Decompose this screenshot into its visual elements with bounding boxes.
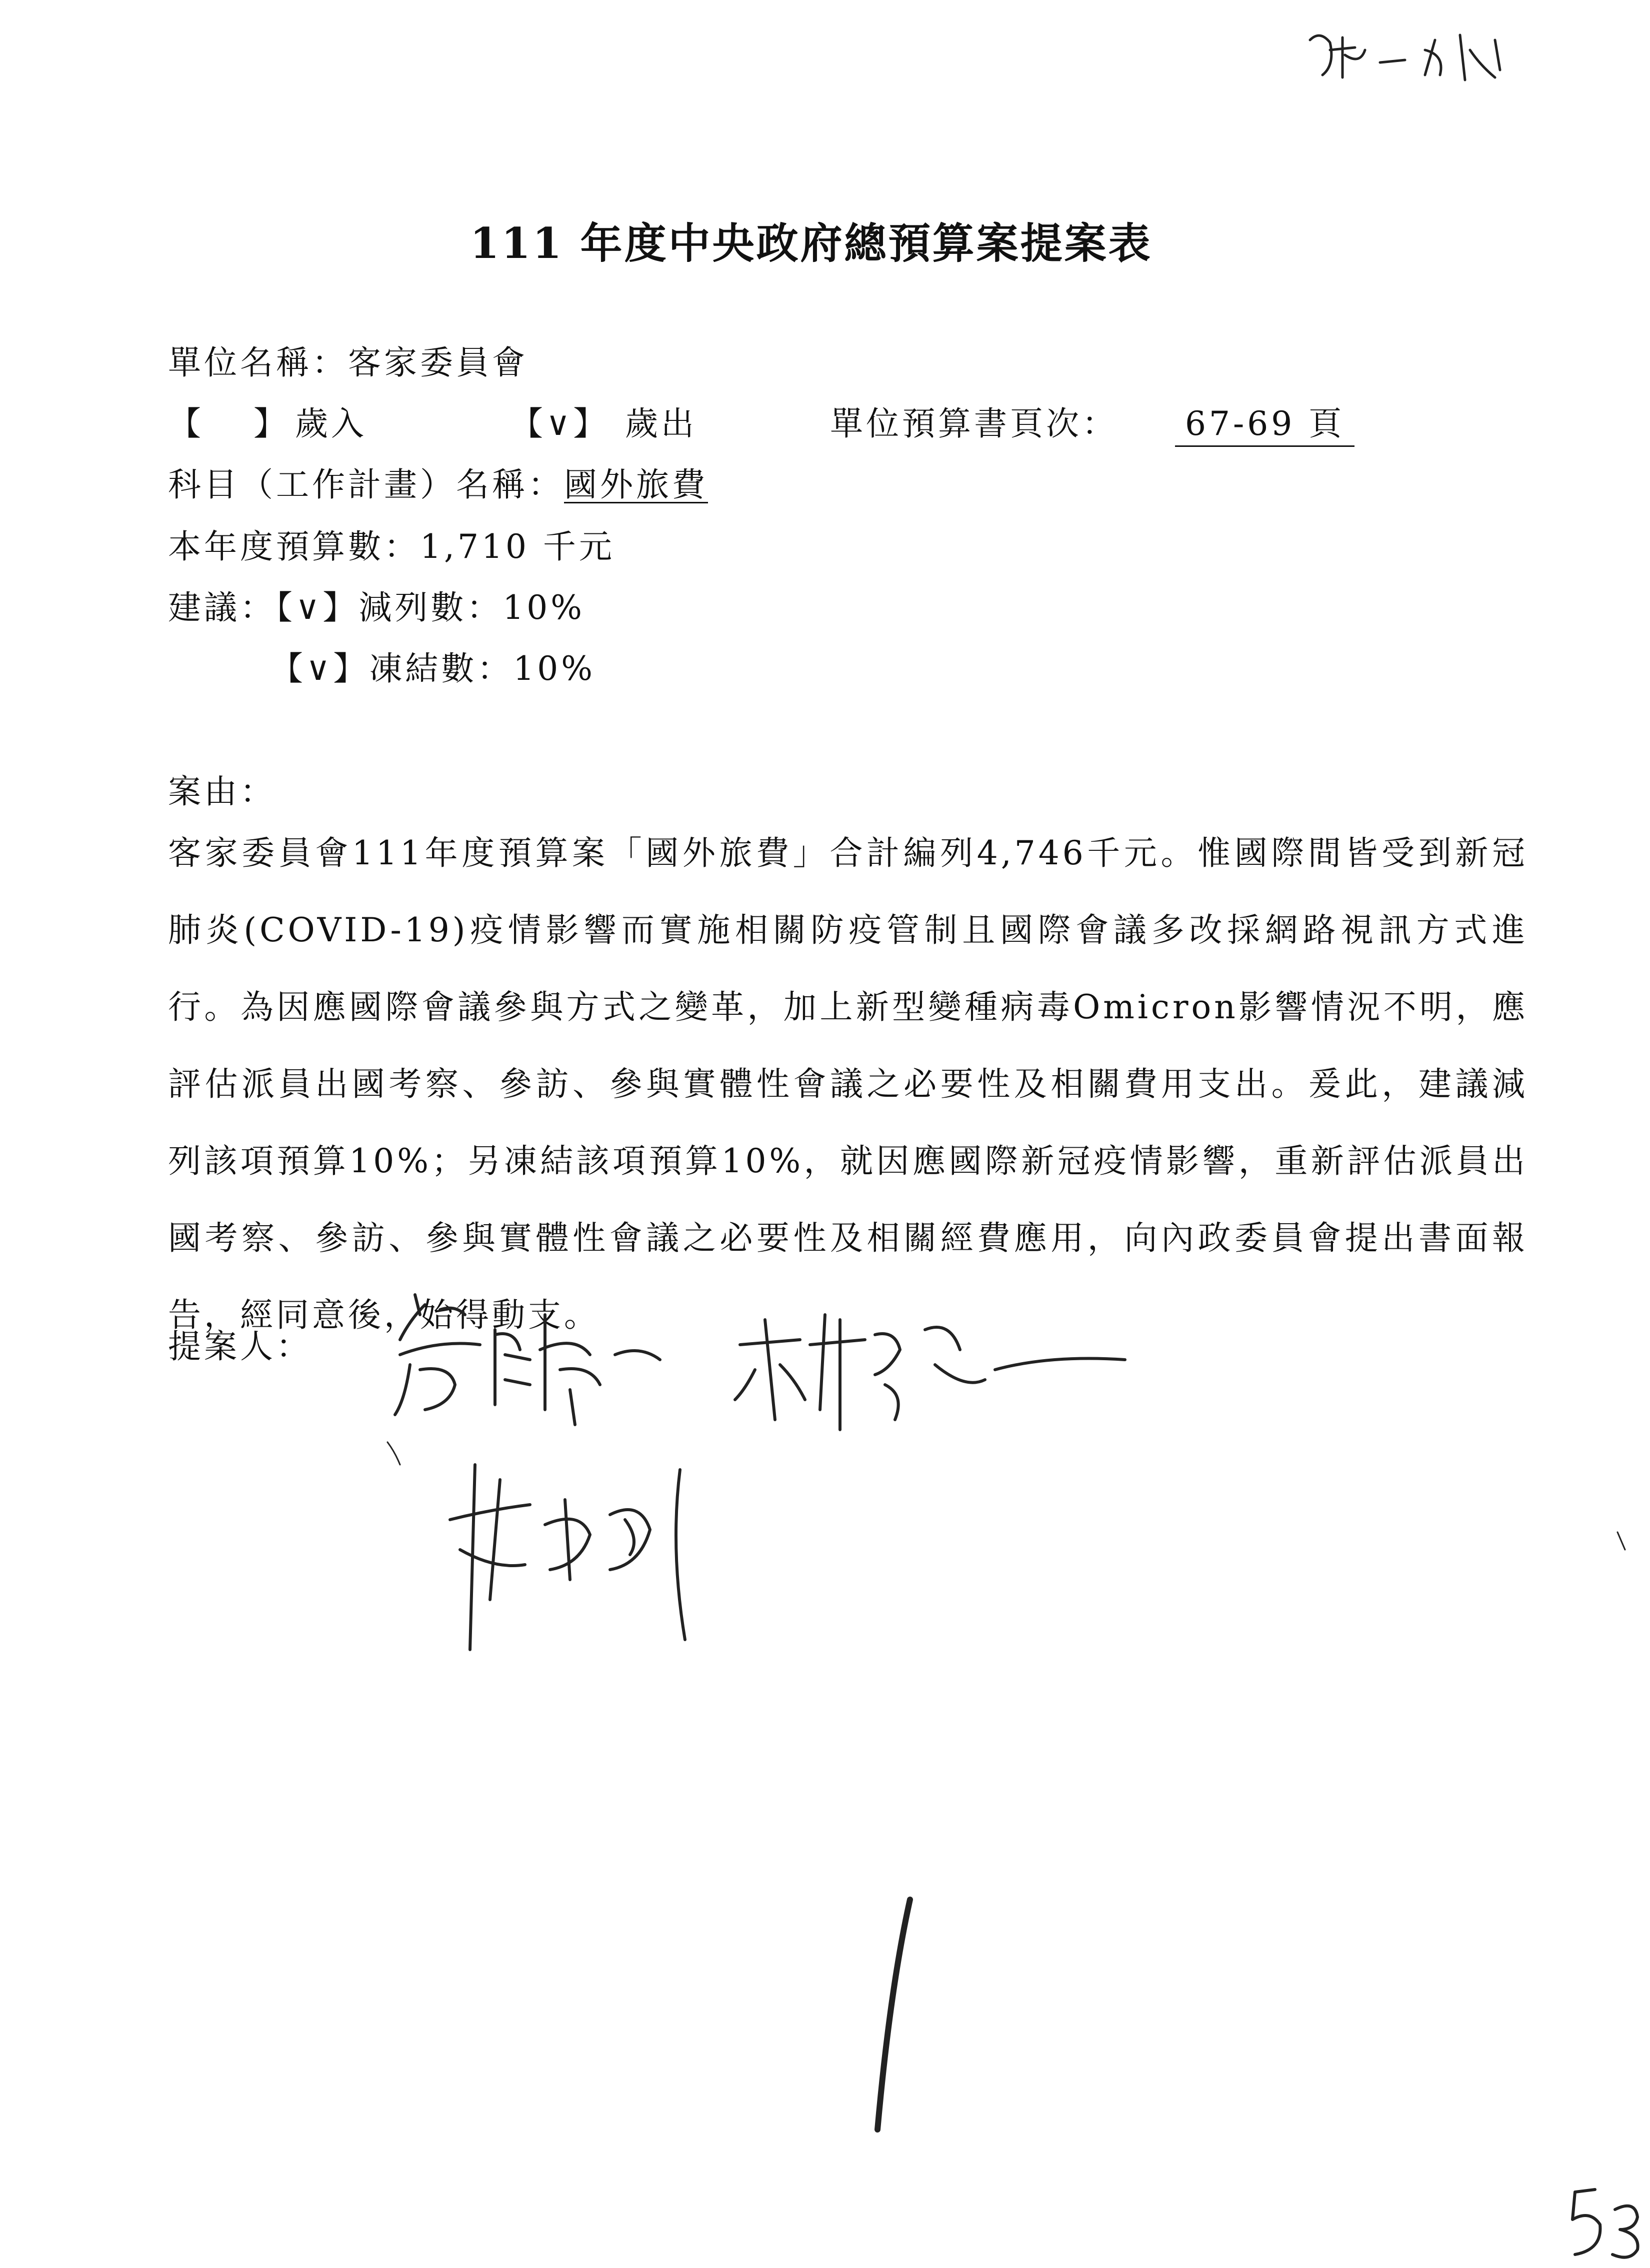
freeze-checkbox: 【∨】 [270,649,370,688]
handwritten-note-top-right [1300,20,1520,90]
reason-label: 案由： [168,772,276,811]
income-label: 歲入 [295,404,367,443]
page-ref-value: 67-69 頁 [1175,397,1354,447]
proposer-signature-1 [380,1285,690,1435]
unit-row [168,336,528,383]
freeze-label: 凍結數： [369,649,514,688]
income-checkbox: 【 】 [168,404,290,443]
budget-row [168,520,615,567]
stray-mark-right [1615,1530,1630,1555]
cut-checkbox: 【∨】 [276,588,359,627]
page-title: 111 年度中央政府總預算案提案表 [470,218,1152,268]
suggestion-cut-row [168,581,585,628]
item-label: 科目（工作計畫）名稱： [168,465,564,504]
budget-label: 本年度預算數： [168,527,420,566]
item-row [168,458,708,505]
cut-value: 10% [502,588,586,627]
suggestion-freeze-row [270,642,596,689]
reason-text: 客家委員會111年度預算案「國外旅費」合計編列4,746千元。惟國際間皆受到新冠肺炎(COVID-19)疫情影響而實施相關防疫管制且國際會議多改採網路視訊方式進行。為因應國際會議參與方式之變革，加上新型變種病毒Omicron影響情況不明，應評估派員出國考察、參訪、參與實體性會議之必要性及相關費用支出。爰此，建議減列該項預算10%；另凍結該項預算10%，就因應國際新冠疫情影響，重新評估派員出國考察、參訪、參與實體性會議之必要性及相關經費應用，向內政委員會提出書面報告，經同意後，始得動支。 [168,834,1528,1334]
stray-mark-left [385,1440,405,1470]
unit-label: 單位名稱： [168,343,348,382]
handwritten-page-number [1565,2180,1645,2265]
budget-value: 1,710 千元 [420,527,615,566]
handwritten-stroke-bottom [850,1890,930,2150]
unit-value: 客家委員會 [348,343,528,382]
item-value: 國外旅費 [564,465,708,504]
expense-checkbox: 【∨】 [510,404,610,443]
page-ref-label: 單位預算書頁次： [830,404,1118,443]
expense-label: 歲出 [625,404,697,443]
suggestion-label: 建議： [168,588,276,627]
cut-label: 減列數： [358,588,503,627]
proposer-signature-3 [430,1450,730,1675]
proposer-label: 提案人： [168,1327,312,1366]
freeze-value: 10% [513,649,596,688]
proposer-signature-2 [725,1300,1175,1440]
